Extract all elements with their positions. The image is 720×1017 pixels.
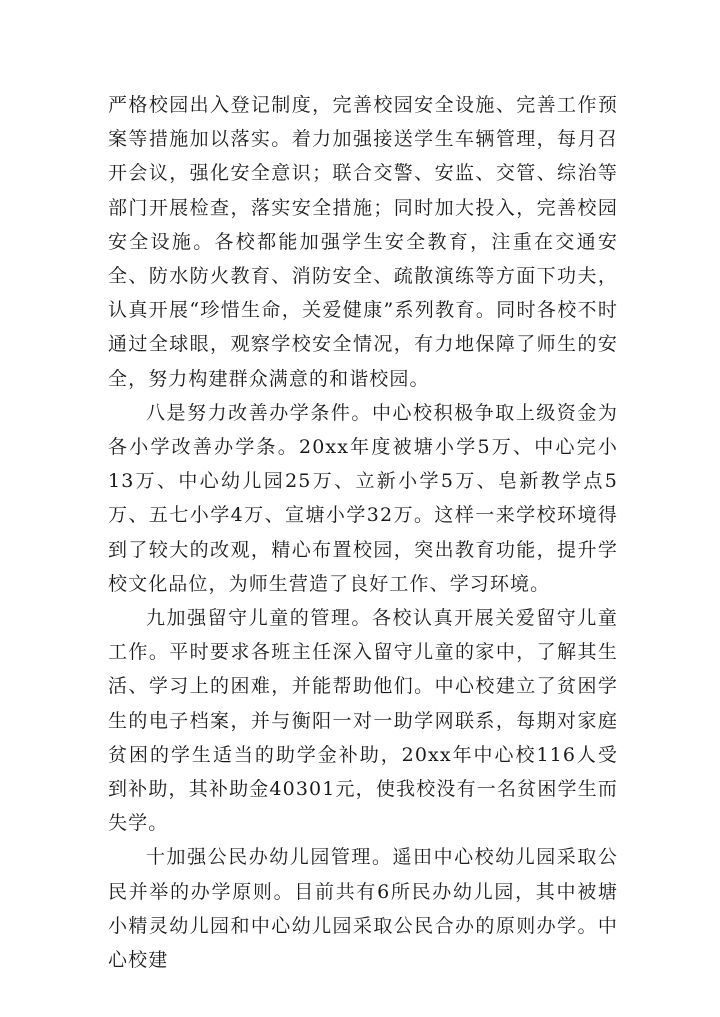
- document-body: [108, 88, 618, 977]
- paragraph-school-conditions: 八是努力改善办学条件。中心校积极争取上级资金为各小学改善办学条。20xx年度被塘小学5万、中心完小13万、中心幼儿园25万、立新小学5万、皂新教学点5万、五七小学4万、宣塘小学32万。这样一来学校环境得到了较大的改观，精心布置校园，突出教育功能，提升学校文化品位，为师生营造了良好工作、学习环境。: [108, 401, 618, 595]
- paragraph-continuation: 严格校园出入登记制度，完善校园安全设施、完善工作预案等措施加以落实。着力加强接送学生车辆管理，每月召开会议，强化安全意识；联合交警、安监、交管、综治等部门开展检查，落实安全措施；同时加大投入，完善校园安全设施。各校都能加强学生安全教育，注重在交通安全、防水防火教育、消防安全、疏散演练等方面下功夫，认真开展“珍惜生命，关爱健康”系列教育。同时各校不时通过全球眼，观察学校安全情况，有力地保障了师生的安全，努力构建群众满意的和谐校园。: [108, 94, 618, 390]
- paragraph-kindergarten-management: 十加强公民办幼儿园管理。遥田中心校幼儿园采取公民并举的办学原则。目前共有6所民办幼儿园，其中被塘小精灵幼儿园和中心幼儿园采取公民合办的原则办学。中心校建: [108, 846, 618, 972]
- paragraph-left-behind-children: 九加强留守儿童的管理。各校认真开展关爱留守儿童工作。平时要求各班主任深入留守儿童的家中，了解其生活、学习上的困难，并能帮助他们。中心校建立了贫困学生的电子档案，并与衡阳一对一助学网联系，每期对家庭贫困的学生适当的助学金补助，20xx年中心校116人受到补助，其补助金40301元，使我校没有一名贫困学生而失学。: [108, 607, 618, 835]
